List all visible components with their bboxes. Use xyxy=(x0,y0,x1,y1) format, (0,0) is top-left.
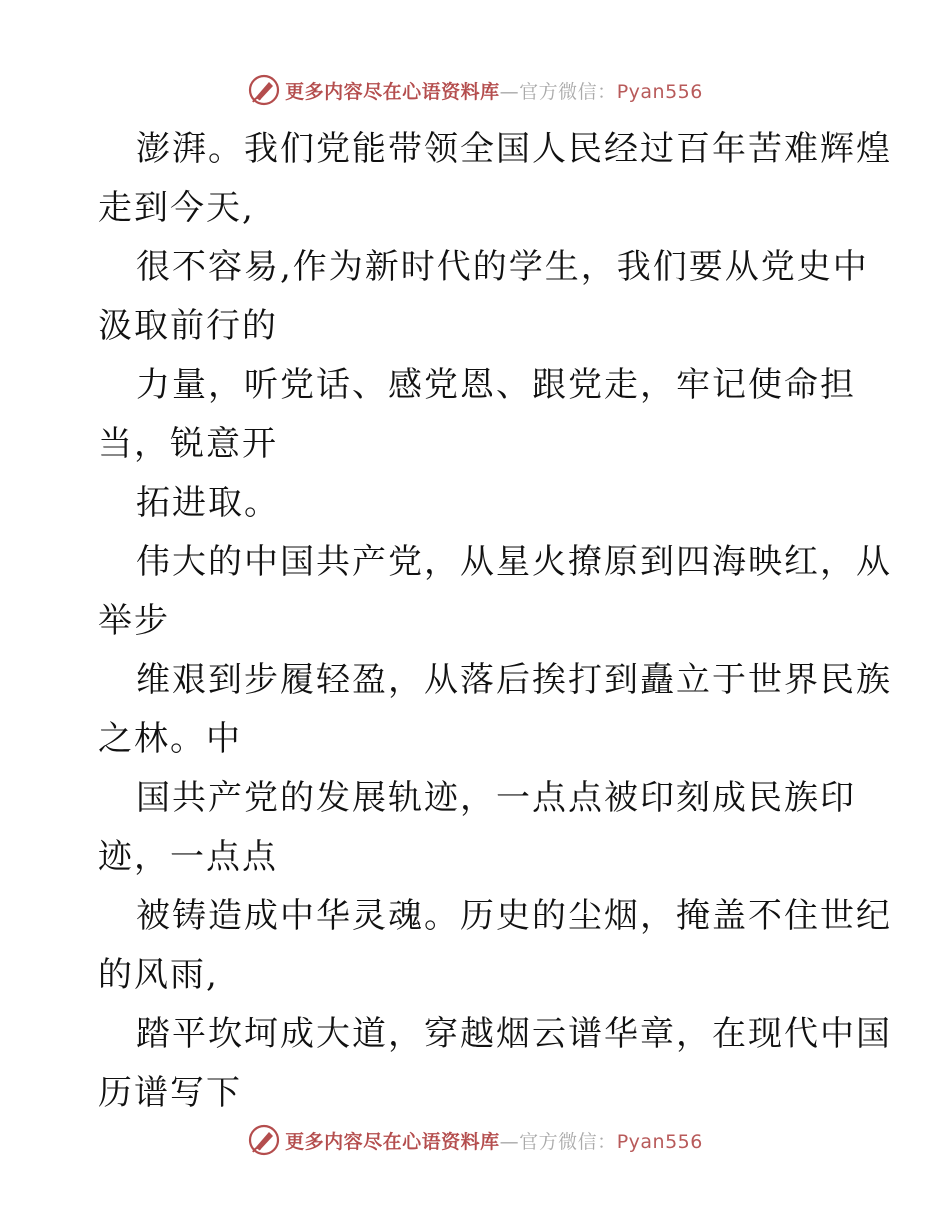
paragraph xyxy=(98,238,869,356)
watermark-brand: 更多内容尽在心语资料库 xyxy=(285,1130,500,1153)
paragraph-line: 很不容易,作为新时代的学生，我们要从党史中 xyxy=(136,247,869,287)
watermark-official-label: 官方微信： xyxy=(519,1130,617,1153)
paragraph-line: 历谱写下 xyxy=(98,1073,242,1113)
paragraph xyxy=(98,1005,892,1123)
paragraph-line: 当，锐意开 xyxy=(98,424,278,464)
paragraph-line: 之林。中 xyxy=(98,719,242,759)
watermark-brand: 更多内容尽在心语资料库 xyxy=(285,80,500,103)
paragraph-line: 澎湃。我们党能带领全国人民经过百年苦难辉煌 xyxy=(136,129,892,169)
document-body xyxy=(98,120,892,1123)
paragraph xyxy=(98,120,892,238)
watermark-wechat-id: Pyan556 xyxy=(616,80,703,103)
watermark-separator: — xyxy=(499,80,520,103)
paragraph-line: 力量，听党话、感党恩、跟党走，牢记使命担 xyxy=(136,365,856,405)
paragraph xyxy=(98,887,892,1005)
header-watermark xyxy=(0,70,950,110)
watermark-separator: — xyxy=(499,1130,520,1153)
paragraph-line: 汲取前行的 xyxy=(98,306,278,346)
watermark-text xyxy=(285,77,703,104)
paragraph xyxy=(98,769,858,887)
pen-logo-icon xyxy=(247,73,281,107)
paragraph-line: 踏平坎坷成大道，穿越烟云谱华章，在现代中国 xyxy=(136,1014,892,1054)
watermark-text xyxy=(285,1127,703,1154)
paragraph-line: 维艰到步履轻盈，从落后挨打到矗立于世界民族 xyxy=(136,660,892,700)
paragraph-line: 伟大的中国共产党，从星火撩原到四海映红，从 xyxy=(136,542,892,582)
paragraph xyxy=(98,651,892,769)
footer-watermark xyxy=(0,1120,950,1160)
paragraph-line: 的风雨, xyxy=(98,955,219,995)
paragraph-line: 国共产党的发展轨迹，一点点被印刻成民族印 xyxy=(136,778,856,818)
paragraph xyxy=(98,533,892,651)
paragraph-line: 走到今天, xyxy=(98,188,255,228)
paragraph-line: 迹，一点点 xyxy=(98,837,278,877)
pen-logo-icon xyxy=(247,1123,281,1157)
watermark-official-label: 官方微信： xyxy=(519,80,617,103)
paragraph-line: 拓进取。 xyxy=(136,483,280,523)
paragraph-line: 举步 xyxy=(98,601,170,641)
watermark-wechat-id: Pyan556 xyxy=(616,1130,703,1153)
paragraph-line: 被铸造成中华灵魂。历史的尘烟，掩盖不住世纪 xyxy=(136,896,892,936)
paragraph xyxy=(98,356,858,474)
paragraph xyxy=(98,474,858,533)
